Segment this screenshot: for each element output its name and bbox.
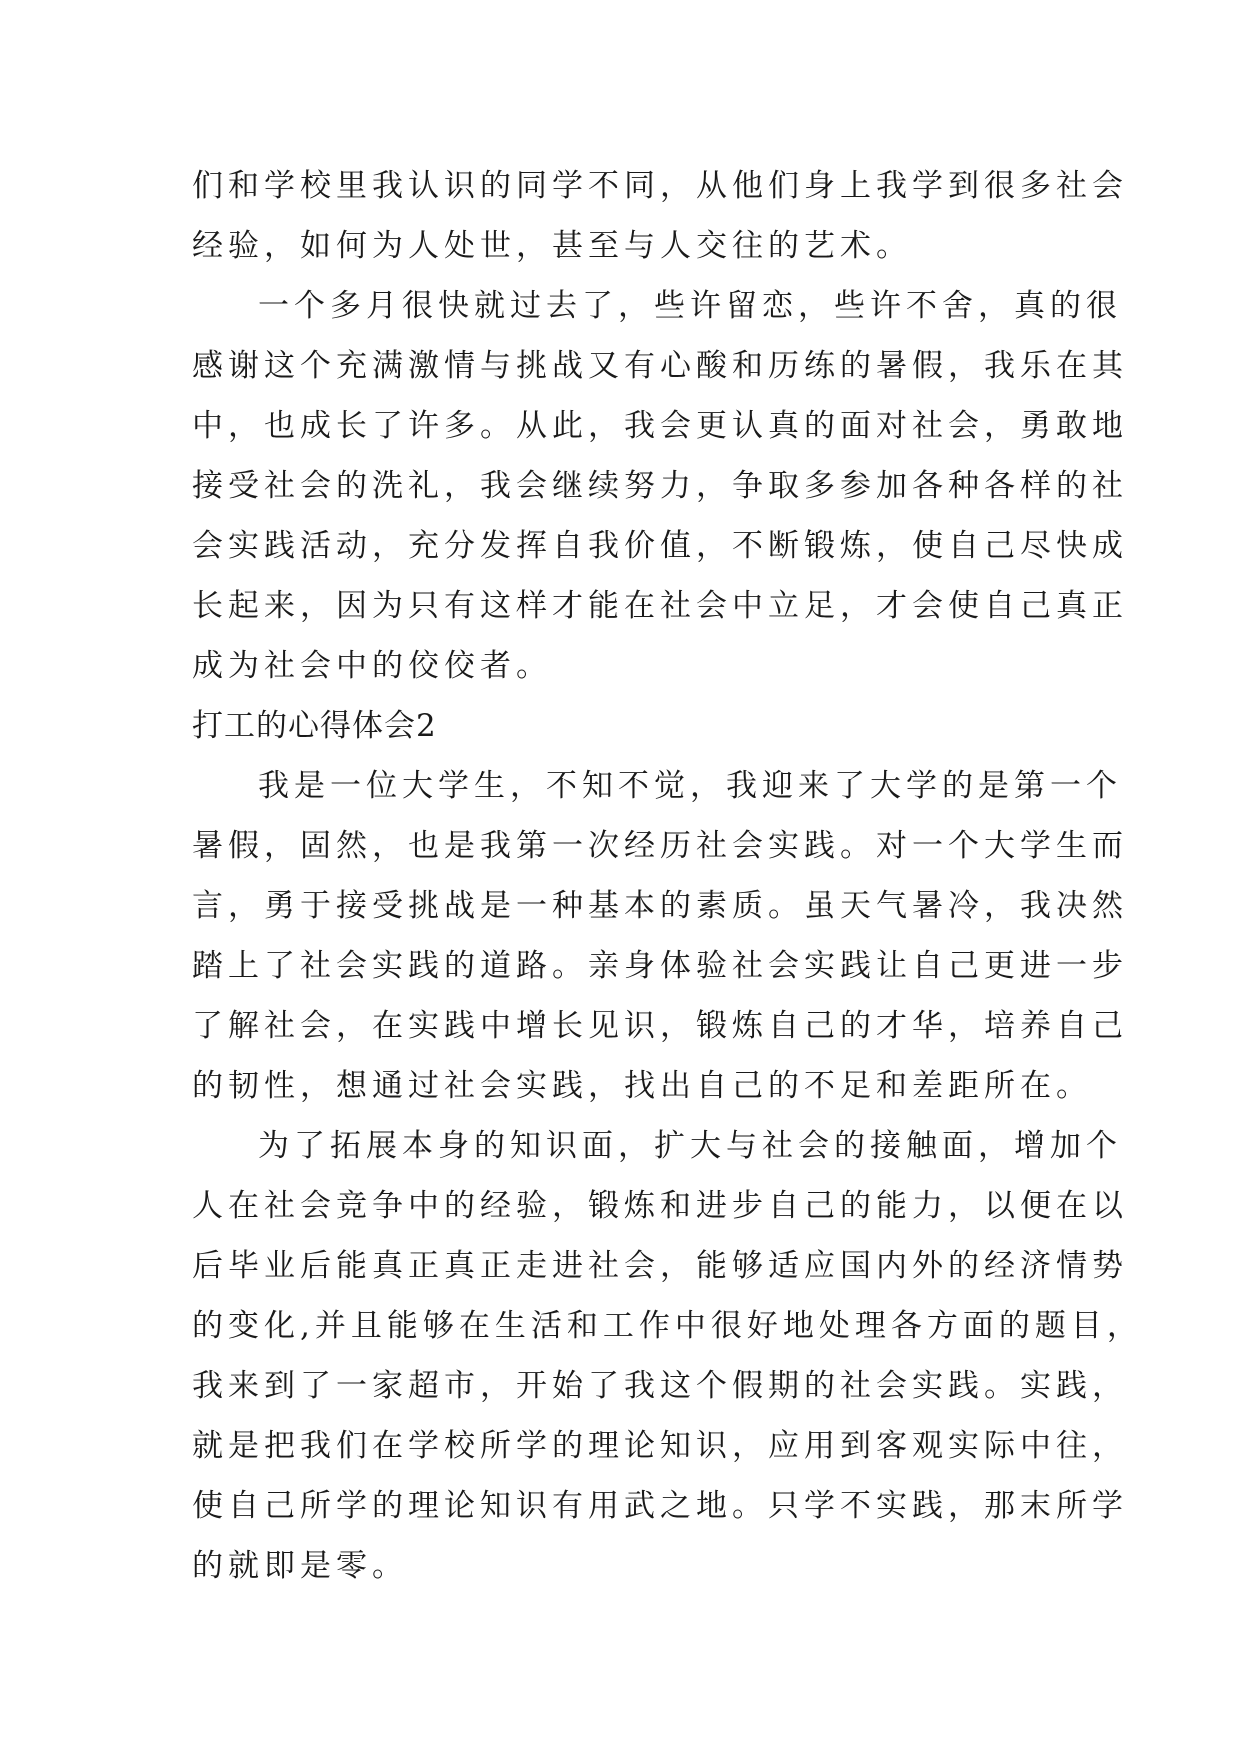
text-line: 会实践活动，充分发挥自我价值，不断锻炼，使自己尽快成 — [192, 528, 1128, 564]
text-line: 后毕业后能真正真正走进社会，能够适应国内外的经济情势 — [192, 1248, 1128, 1284]
text-line: 踏上了社会实践的道路。亲身体验社会实践让自己更进一步 — [192, 948, 1128, 984]
text-line: 人在社会竞争中的经验，锻炼和进步自己的能力，以便在以 — [192, 1188, 1128, 1224]
text-line: 了解社会，在实践中增长见识，锻炼自己的才华，培养自己 — [192, 1008, 1128, 1044]
text-line: 的就即是零。 — [192, 1548, 408, 1584]
text-line: 们和学校里我认识的同学不同，从他们身上我学到很多社会 — [192, 168, 1128, 204]
text-line: 长起来，因为只有这样才能在社会中立足，才会使自己真正 — [192, 588, 1128, 624]
text-line: 经验，如何为人处世，甚至与人交往的艺术。 — [192, 228, 912, 264]
text-line: 我来到了一家超市，开始了我这个假期的社会实践。实践， — [192, 1368, 1128, 1404]
paragraph-introduction — [192, 756, 1128, 1116]
text-line: 言，勇于接受挑战是一种基本的素质。虽天气暑冷，我决然 — [192, 888, 1128, 924]
text-line: 一个多月很快就过去了，些许留恋，些许不舍，真的很 — [258, 288, 1122, 324]
text-line: 接受社会的洗礼，我会继续努力，争取多参加各种各样的社 — [192, 468, 1128, 504]
paragraph-purpose — [192, 1116, 1143, 1596]
document-body — [192, 156, 1143, 1596]
text-line: 的韧性，想通过社会实践，找出自己的不足和差距所在。 — [192, 1068, 1092, 1104]
paragraph-continued — [192, 156, 1128, 276]
text-line: 的变化,并且能够在生活和工作中很好地处理各方面的题目， — [192, 1308, 1143, 1344]
text-line: 成为社会中的佼佼者。 — [192, 648, 552, 684]
text-line: 感谢这个充满激情与挑战又有心酸和历练的暑假，我乐在其 — [192, 348, 1128, 384]
text-line: 为了拓展本身的知识面，扩大与社会的接触面，增加个 — [258, 1128, 1122, 1164]
section-heading: 打工的心得体会2 — [192, 708, 437, 744]
text-line: 中，也成长了许多。从此，我会更认真的面对社会，勇敢地 — [192, 408, 1128, 444]
text-line: 我是一位大学生，不知不觉，我迎来了大学的是第一个 — [258, 768, 1122, 804]
paragraph-reflection — [192, 276, 1128, 696]
text-line: 使自己所学的理论知识有用武之地。只学不实践，那末所学 — [192, 1488, 1128, 1524]
text-line: 暑假，固然，也是我第一次经历社会实践。对一个大学生而 — [192, 828, 1128, 864]
text-line: 就是把我们在学校所学的理论知识，应用到客观实际中往， — [192, 1428, 1128, 1464]
